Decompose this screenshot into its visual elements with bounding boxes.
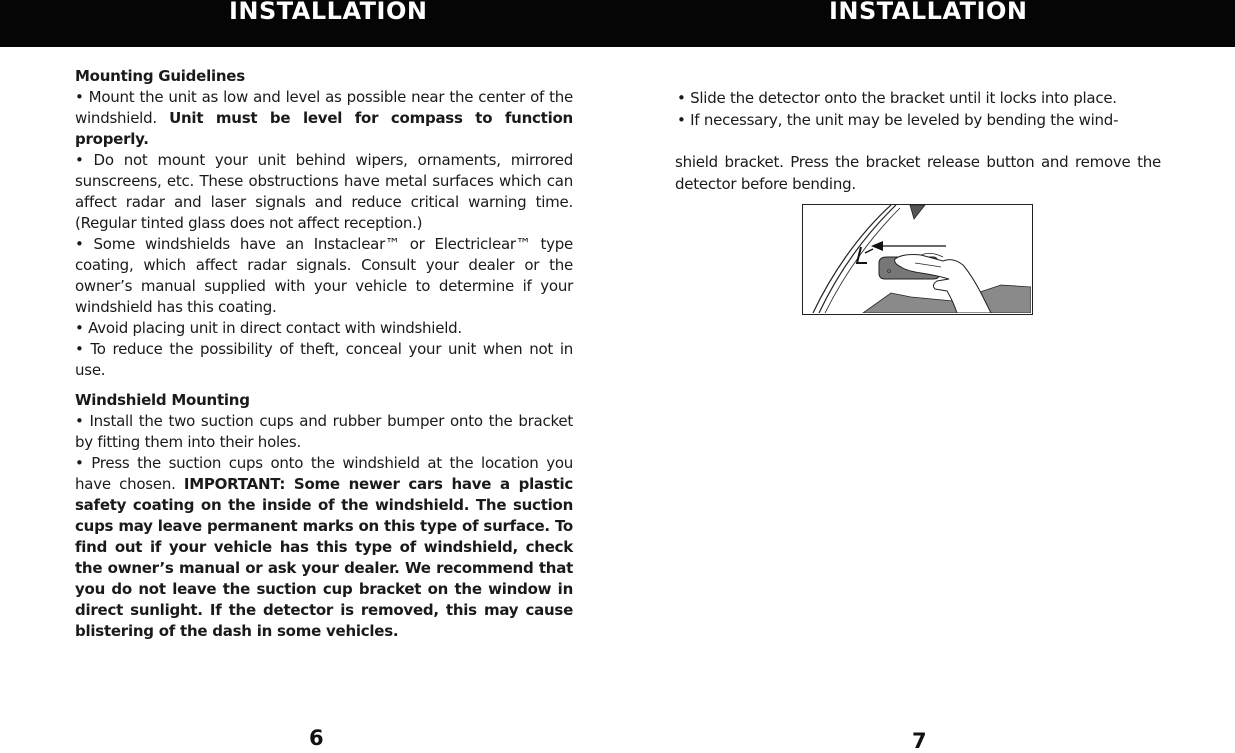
bracket-release-paragraph: shield bracket. Press the bracket release button and remove the detector before bending.	[675, 153, 1161, 193]
mounting-paragraph-4: • Avoid placing unit in direct contact with windshield.	[75, 319, 462, 337]
windshield-paragraph-2	[75, 453, 573, 642]
slide-detector-bullet: • Slide the detector onto the bracket until it locks into place.	[677, 89, 1117, 107]
mounting-paragraph-5: • To reduce the possibility of theft, conceal your unit when not in use.	[75, 340, 573, 379]
mounting-guidelines-heading: Mounting Guidelines	[75, 67, 245, 85]
header-bar	[0, 0, 1235, 47]
mounting-paragraph-1-text: • Mount the unit as low and level as possible near the center of the windshield.	[75, 88, 573, 127]
section-gap	[75, 381, 573, 390]
page-title-right: INSTALLATION	[829, 0, 1028, 25]
blank-line	[675, 131, 1161, 152]
level-unit-bullet: • If necessary, the unit may be leveled by bending the wind-	[677, 110, 1119, 129]
windshield-mounting-heading: Windshield Mounting	[75, 391, 250, 409]
page-number-left: 6	[309, 726, 324, 750]
mounting-illustration	[802, 204, 1033, 315]
mounting-paragraph-1	[75, 87, 573, 150]
important-warning-text: IMPORTANT: Some newer cars have a plastic safety coating on the inside of the windshield. The suction cups may leave permanent marks on this type of surface. To find out if your vehicle has this type of windshield, check the owner’s manual or ask your dealer. We recommend that you do not leave the suction cup bracket on the window in direct sunlight. If the detector is removed, this may cause blistering of the dash in some vehicles.	[75, 475, 573, 640]
mounting-paragraph-2: • Do not mount your unit behind wipers, ornaments, mirrored sunscreens, etc. These obstructions have metal surfaces which can affect radar and laser signals and reduce critical warning time. (Regular tinted glass does not affect reception.)	[75, 151, 573, 232]
left-column	[75, 66, 573, 642]
mounting-paragraph-3: • Some windshields have an Instaclear™ or Electriclear™ type coating, which affect radar signals. Consult your dealer or the owner’s manual supplied with your vehicle to determine if your windshield has this coating.	[75, 235, 573, 316]
right-column	[675, 88, 1161, 195]
windshield-paragraph-1: • Install the two suction cups and rubber bumper onto the bracket by fitting them into their holes.	[75, 412, 573, 451]
detector-bracket-illustration	[803, 205, 1031, 313]
page-title-left: INSTALLATION	[229, 0, 428, 25]
windshield-paragraph-2-text: • Press the suction cups onto the windshield at the location you have chosen.	[75, 454, 573, 493]
page-number-right: 7	[912, 729, 927, 753]
mounting-paragraph-1-bold: Unit must be level for compass to function properly.	[75, 109, 573, 148]
